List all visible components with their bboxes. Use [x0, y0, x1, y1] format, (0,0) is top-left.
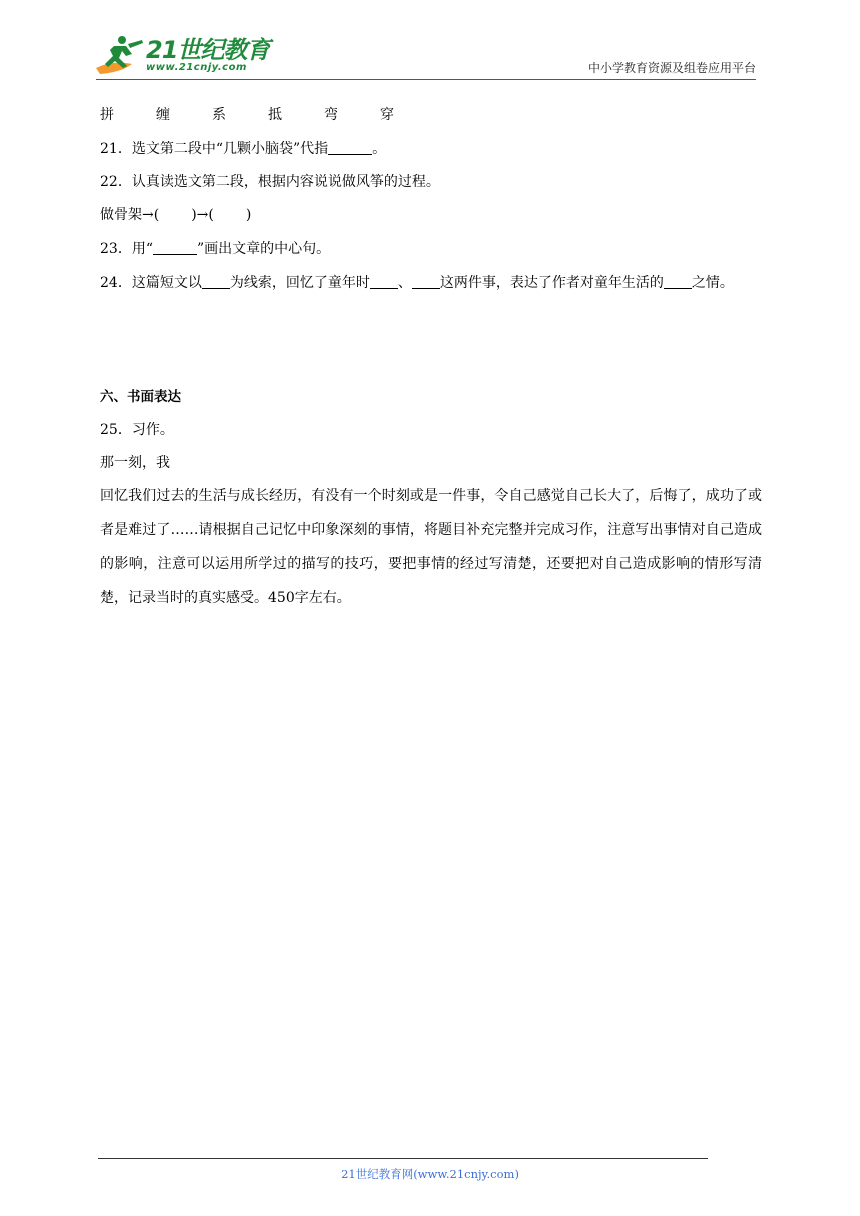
question-25-label: 25．习作。 [100, 422, 174, 438]
question-21 [100, 139, 386, 159]
word-choices [100, 105, 436, 125]
question-text: 23．用“ [100, 241, 153, 257]
header-divider [96, 79, 756, 80]
page-header [0, 0, 860, 80]
question-text: 21．选文第二段中“几颗小脑袋”代指 [100, 141, 329, 157]
word-choice: 抵 [268, 107, 282, 123]
answer-blank [370, 274, 398, 289]
word-choice: 穿 [380, 107, 394, 123]
word-choice: 缠 [156, 107, 170, 123]
essay-prompt: 回忆我们过去的生活与成长经历，有没有一个时刻或是一件事，令自己感觉自己长大了，后悔了，成功了或者是难过了……请根据自己记忆中印象深刻的事情，将题目补充完整并完成习作，注意写出事情对自己造成的影响，注意可以运用所学过的描写的技巧，要把事情的经过写清楚，还要把对自己造成影响的情形写清楚，记录当时的真实感受。450字左右。 [100, 488, 762, 606]
question-text: 之情。 [691, 275, 734, 291]
answer-blank [412, 274, 440, 289]
question-text: 这两件事，表达了作者对童年生活的 [439, 275, 664, 291]
answer-blank [664, 274, 692, 289]
footer-divider [98, 1158, 708, 1159]
question-text: 。 [372, 141, 387, 157]
question-text: 24．这篇短文以 [100, 275, 202, 291]
underline-sample [153, 240, 197, 255]
logo-text: 21世纪教育 [146, 36, 270, 64]
word-choice: 系 [212, 107, 226, 123]
answer-blank [328, 140, 372, 155]
essay-topic: 那一刻，我 [100, 455, 170, 471]
platform-name: 中小学教育资源及组卷应用平台 [587, 61, 756, 75]
section-title: 六、书面表达 [100, 389, 181, 405]
word-choice: 弯 [324, 107, 338, 123]
flow-text: 做骨架→( [100, 207, 160, 223]
word-choice: 拼 [100, 107, 114, 123]
question-text: 为线索，回忆了童年时 [229, 275, 370, 291]
question-text: ”画出文章的中心句。 [196, 241, 331, 257]
logo-url: www.21cnjy.com [146, 62, 247, 73]
flow-text: ) [245, 207, 252, 223]
question-24 [100, 273, 734, 293]
question-text: 、 [397, 275, 412, 291]
process-flow [100, 205, 251, 225]
question-23 [100, 239, 330, 259]
answer-blank [202, 274, 230, 289]
question-22: 22．认真读选文第二段，根据内容说说做风筝的过程。 [100, 174, 440, 190]
footer-link[interactable]: 21世纪教育网(www.21cnjy.com) [341, 1167, 519, 1181]
flow-text: )→( [191, 207, 214, 223]
